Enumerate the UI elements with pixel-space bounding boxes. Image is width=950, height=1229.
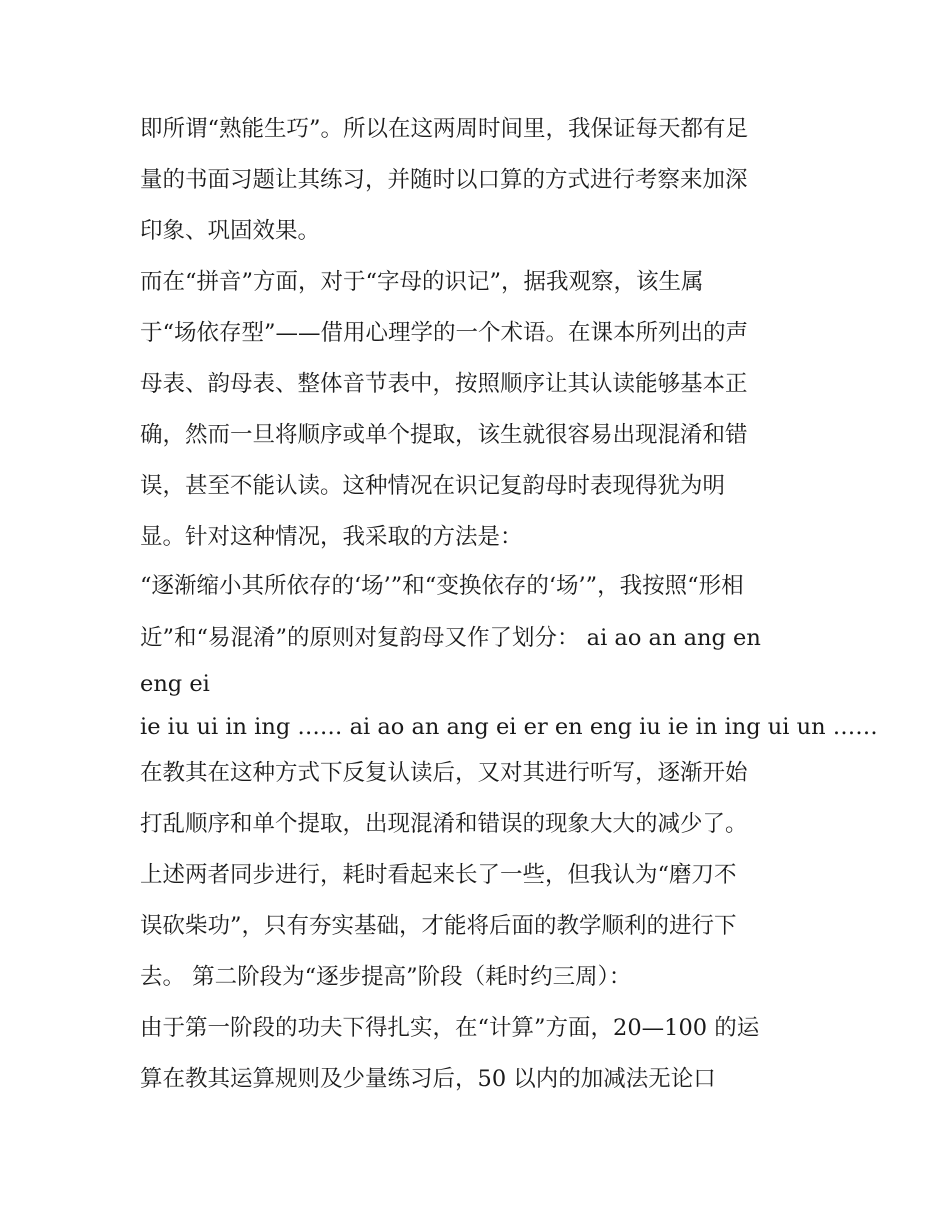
text-line: 母表、韵母表、整体音节表中，按照顺序让其认读能够基本正 xyxy=(140,371,748,397)
text-line: 在教其在这种方式下反复认读后，又对其进行听写，逐渐开始 xyxy=(140,760,748,786)
text-line: 即所谓“熟能生巧”。所以在这两周时间里，我保证每天都有足 xyxy=(140,116,749,142)
text-line: 印象、巩固效果。 xyxy=(140,218,321,244)
text-line: 算在教其运算规则及少量练习后，50 以内的加减法无论口 xyxy=(140,1066,716,1092)
text-line: 误，甚至不能认读。这种情况在识记复韵母时表现得犹为明 xyxy=(140,473,726,499)
text-line: 上述两者同步进行，耗时看起来长了一些，但我认为“磨刀不 xyxy=(140,862,737,888)
text-line: “逐渐缩小其所依存的‘场’”和“变换依存的‘场’”，我按照“形相 xyxy=(140,573,744,599)
text-line: 显。针对这种情况，我采取的方法是： xyxy=(140,524,523,550)
text-line: 确，然而一旦将顺序或单个提取，该生就很容易出现混淆和错 xyxy=(140,422,748,448)
text-line: 近”和“易混淆”的原则对复韵母又作了划分： ai ao an ang en xyxy=(140,625,761,651)
text-line: 去。 第二阶段为“逐步提高”阶段（耗时约三周）： xyxy=(140,964,632,990)
text-line: 误砍柴功”，只有夯实基础，才能将后面的教学顺利的进行下 xyxy=(140,913,737,939)
text-line: eng ei xyxy=(140,671,210,697)
text-line: 由于第一阶段的功夫下得扎实，在“计算”方面，20—100 的运 xyxy=(140,1015,760,1041)
text-line: 而在“拼音”方面，对于“字母的识记”，据我观察，该生属 xyxy=(140,269,704,295)
text-line: ie iu ui in ing …… ai ao an ang ei er en eng iu ie in ing ui un …… xyxy=(140,714,878,740)
text-line: 打乱顺序和单个提取，出现混淆和错误的现象大大的减少了。 xyxy=(140,811,748,837)
text-line: 量的书面习题让其练习，并随时以口算的方式进行考察来加深 xyxy=(140,167,748,193)
text-line: 于“场依存型”——借用心理学的一个术语。在课本所列出的声 xyxy=(140,320,749,346)
